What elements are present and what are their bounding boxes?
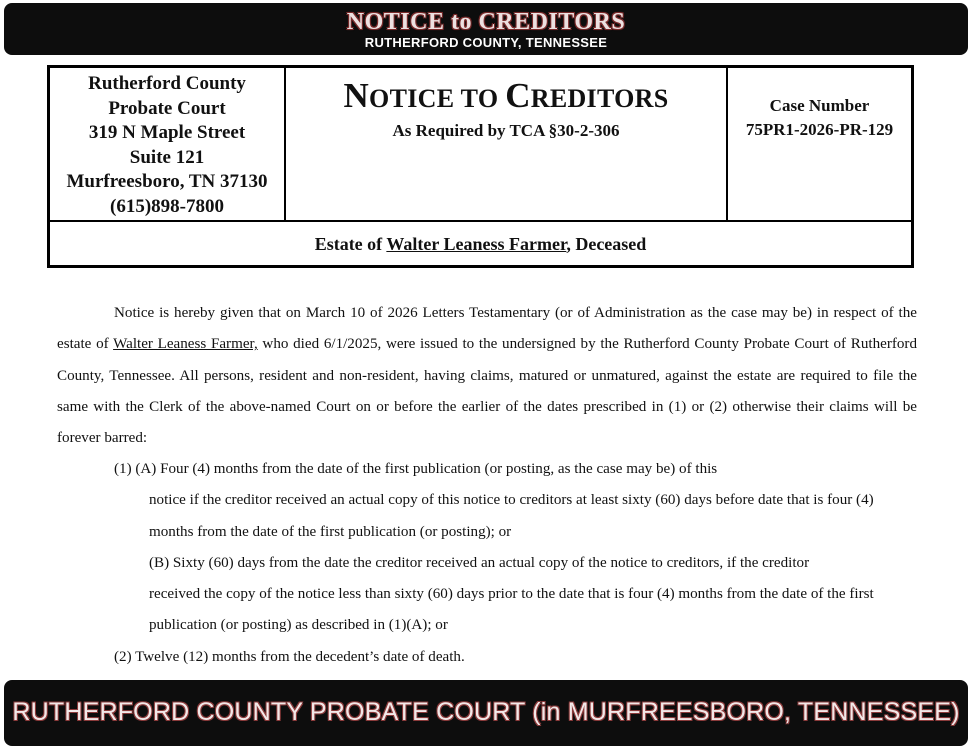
notice-paragraph: Notice is hereby given that on March 10 of 2026 Letters Testamentary (or of Administration as the case may be) in respect of the estate of Walter Leaness Farmer, who died 6/1/2025, were issued to the undersigned by the Rutherford County Probate Court of Rutherford County, Tennessee. All persons, resident and non-resident, having claims, matured or unmatured, against the estate are required to file the same with the Clerk of the above-named Court on or before the earlier of the dates prescribed in (1) or (2) otherwise their claims will be forever barred:: [57, 305, 917, 447]
list-item: (B) Sixty (60) days from the date the creditor received an actual copy of the notice to creditors, if the creditor: [149, 554, 810, 571]
bottom-banner: [4, 680, 968, 746]
list-item: (2) Twelve (12) months from the decedent’s date of death.: [114, 648, 465, 665]
court-suite: Suite 121: [129, 146, 205, 168]
bottom-banner-text: RUTHERFORD COUNTY PROBATE COURT (in MURFREESBORO, TENNESSEE): [12, 698, 960, 726]
court-street: 319 N Maple Street: [88, 122, 246, 144]
list-item: (1) (A) Four (4) months from the date of the first publication (or posting, as the case may be) of this: [114, 461, 718, 477]
court-address-cell: [50, 68, 286, 220]
list-item: received the copy of the notice less than sixty (60) days prior to the date that is four (4) months from the date of the first: [149, 586, 874, 603]
notice-statute: As Required by TCA §30-2-306: [392, 121, 620, 140]
court-name-line1: Rutherford County: [88, 73, 246, 94]
notice-title: NOTICE TO CREDITORS: [343, 76, 669, 115]
estate-line: Estate of Walter Leaness Farmer, Deceased: [314, 234, 647, 254]
list-item: months from the date of the first publication (or posting); or: [149, 523, 512, 540]
court-name-line2: Probate Court: [108, 97, 226, 119]
case-number-label: Case Number: [769, 96, 870, 115]
decedent-name-inline: Walter Leaness Farmer,: [113, 336, 258, 353]
estate-cell: [50, 220, 911, 265]
banner-subtitle: RUTHERFORD COUNTY, TENNESSEE: [364, 35, 608, 50]
claims-deadlines-list: [114, 454, 924, 673]
notice-body: [57, 298, 917, 454]
list-item: publication (or posting) as described in (1)(A); or: [149, 617, 448, 634]
court-phone: (615)898-7800: [110, 195, 224, 217]
banner-title: NOTICE to CREDITORS: [346, 9, 626, 35]
notice-header-table: [47, 65, 914, 268]
court-city: Murfreesboro, TN 37130: [66, 171, 268, 193]
decedent-name: Walter Leaness Farmer: [386, 234, 567, 254]
case-number-cell: [728, 68, 911, 220]
list-item: notice if the creditor received an actual copy of this notice to creditors at least sixty (60) days before date that is four (4): [149, 492, 874, 509]
top-banner: [4, 3, 968, 55]
case-number-value: 75PR1-2026-PR-129: [745, 120, 894, 139]
notice-title-cell: [286, 68, 728, 220]
